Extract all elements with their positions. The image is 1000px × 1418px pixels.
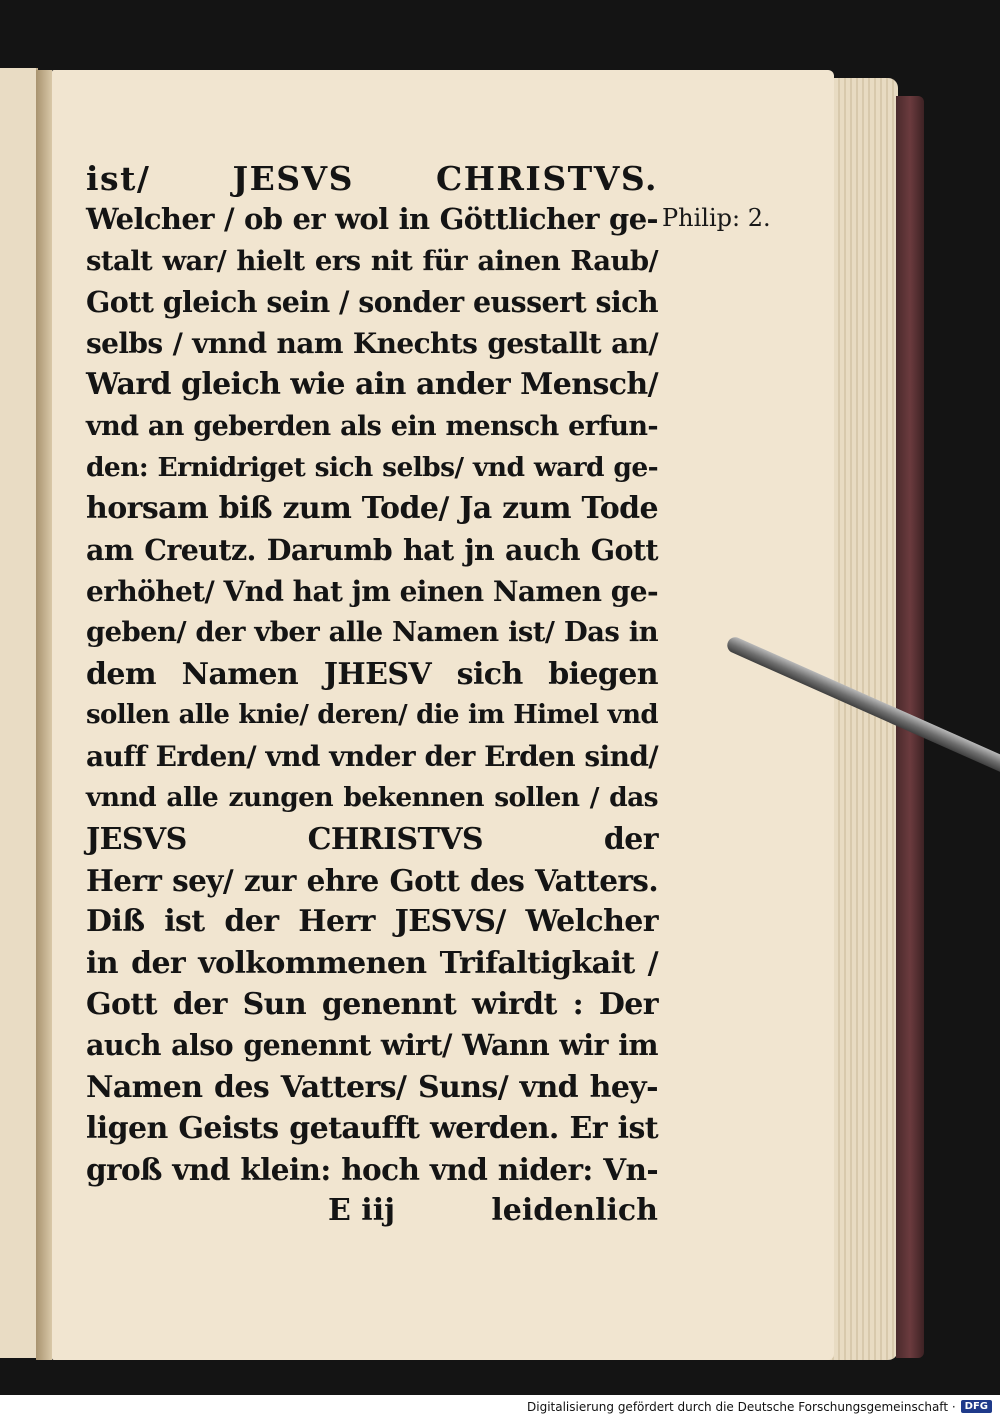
page-text [86, 158, 658, 1231]
text-line: ligen Geists getaufft werden. Er ist [86, 1110, 658, 1146]
text-line: Welcher / ob er wol in Göttlicher ge- [86, 202, 658, 237]
text-line: vnnd alle zungen bekennen sollen / das [86, 782, 658, 814]
text-line: JESVS CHRISTVS der [86, 821, 658, 857]
text-line: am Creutz. Darumb hat jn auch Gott [86, 532, 658, 567]
text-line: Gott gleich sein / sonder eussert sich [86, 284, 658, 319]
signature-mark: E iij [328, 1193, 395, 1229]
book-gutter [36, 70, 52, 1360]
text-line: erhöhet/ Vnd hat jm einen Namen ge- [86, 574, 658, 608]
text-line: geben/ der vber alle Namen ist/ Das in [86, 616, 658, 649]
signature-line [86, 1190, 658, 1231]
text-line: auff Erden/ vnd vnder der Erden sind/ [86, 740, 658, 774]
text-line: in der volkommenen Trifaltigkait / [86, 945, 658, 981]
text-line: selbs / vnnd nam Knechts gestallt an/ [86, 327, 658, 361]
text-line: horsam biß zum Tode/ Ja zum Tode [86, 491, 658, 527]
text-line: dem Namen JHESV sich biegen [86, 656, 658, 692]
text-line: Gott der Sun genennt wirdt : Der [86, 986, 658, 1022]
text-line: Ward gleich wie ain ander Mensch/ [86, 367, 658, 403]
text-line: ist/ JESVS CHRISTVS. [86, 159, 658, 198]
dfg-logo: DFG [961, 1400, 992, 1413]
margin-note: Philip: 2. [662, 204, 771, 232]
funding-footer [0, 1395, 1000, 1418]
text-line: auch also genennt wirt/ Wann wir im [86, 1028, 658, 1063]
text-line: groß vnd klein: hoch vnd nider: Vn- [86, 1152, 658, 1188]
text-line: stalt war/ hielt ers nit für ainen Raub/ [86, 244, 658, 277]
text-line: sollen alle knie/ deren/ die im Himel vnd [86, 699, 658, 730]
funding-text: Digitalisierung gefördert durch die Deutsche Forschungsgemeinschaft · [527, 1399, 956, 1414]
text-line: den: Ernidriget sich selbs/ vnd ward ge- [86, 452, 658, 484]
text-line: vnd an geberden als ein mensch erfun- [86, 410, 658, 442]
left-page-edge [0, 68, 38, 1358]
text-line: Herr sey/ zur ehre Gott des Vatters. [86, 863, 658, 899]
catchword: leidenlich [491, 1193, 658, 1229]
text-line: Diß ist der Herr JESVS/ Welcher [86, 904, 658, 940]
text-line: Namen des Vatters/ Suns/ vnd hey- [86, 1069, 658, 1105]
